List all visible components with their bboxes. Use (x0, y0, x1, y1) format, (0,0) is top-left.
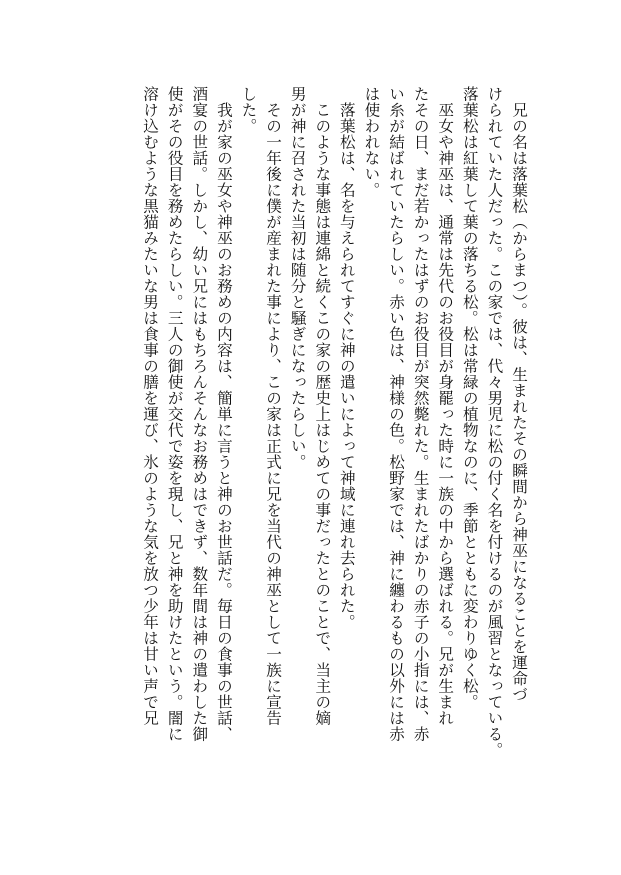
text-line: 我が家の巫女や神巫のお務めの内容は、簡単に言うと神のお世話だ。毎日の食事の世話、 (214, 86, 233, 742)
text-line: 落葉松は、名を与えられてすぐに神の遣いによって神域に連れ去られた。 (337, 86, 356, 630)
text-line: は使われない。 (362, 86, 381, 198)
text-line: 溶け込むような黒猫みたいな男は食事の膳を運び、氷のような気を放つ少年は甘い声で兄 (141, 86, 160, 726)
text-line: 落葉松は紅葉して葉の落ちる松。松は常緑の植物なのに、季節とともに変わりゆく松。 (460, 86, 479, 710)
text-line: けられていた人だった。この家では、代々男児に松の付く名を付けるのが風習となっている。 (485, 86, 504, 758)
text-line: 酒宴の世話。しかし、幼い兄にはもちろんそんなお務めはできず、数年間は神の遣わした御 (190, 86, 209, 742)
text-line: 男が神に召された当初は随分と騒ぎになったらしい。 (288, 86, 307, 470)
text-line: その一年後に僕が産まれた事により、この家は正式に兄を当代の神巫として一族に宣告 (264, 86, 283, 726)
vertical-text-body (81, 86, 531, 776)
text-line: した。 (239, 86, 258, 134)
text-line: たその日、まだ若かったはずのお役目が突然斃れた。生まれたばかりの赤子の小指には、赤 (411, 86, 430, 742)
text-line: このような事態は連綿と続くこの家の歴史上はじめての事だったとのことで、当主の嫡 (313, 86, 332, 726)
text-line: い糸が結ばれていたらしい。赤い色は、神様の色。松野家では、神に纏わるもの以外には赤 (387, 86, 406, 742)
text-line: 巫女や神巫は、通常は先代のお役目が身罷った時に一族の中から選ばれる。兄が生まれ (436, 86, 455, 726)
text-line: 使がその役目を務めたらしい。三人の御使が交代で姿を現し、兄と神を助けたという。闇に (165, 86, 184, 742)
text-line: 兄の名は落葉松（からまつ）。彼は、生まれたその瞬間から神巫になることを運命づ (510, 86, 528, 703)
